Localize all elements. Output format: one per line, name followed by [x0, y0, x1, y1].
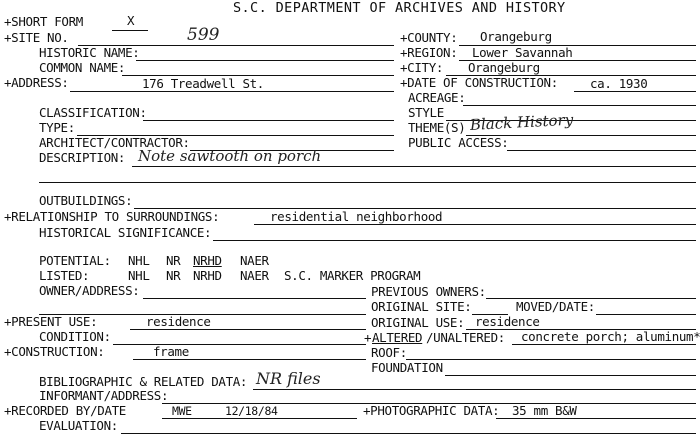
description-line — [132, 166, 696, 167]
date-construction-line — [574, 91, 696, 92]
recorded-by-label: +RECORDED BY/DATE — [4, 403, 126, 418]
recorded-by-value[interactable]: MWE — [172, 404, 192, 418]
photographic-value[interactable]: 35 mm B&W — [512, 403, 577, 418]
roof-line — [406, 359, 696, 360]
altered-value[interactable]: concrete porch; aluminum* — [521, 329, 700, 344]
address-line — [70, 91, 394, 92]
county-label: +COUNTY: — [400, 30, 458, 45]
condition-line — [113, 344, 366, 345]
city-value[interactable]: Orangeburg — [468, 60, 540, 75]
relationship-line — [254, 224, 696, 225]
construction-value[interactable]: frame — [153, 344, 189, 359]
present-use-value[interactable]: residence — [146, 314, 211, 329]
altered-label: ALTERED — [372, 330, 423, 345]
site-no-value[interactable]: 599 — [187, 25, 220, 45]
address-label: +ADDRESS: — [4, 75, 69, 90]
foundation-line — [445, 375, 696, 376]
common-name-label: COMMON NAME: — [39, 60, 126, 75]
original-use-label: ORIGINAL USE: — [371, 315, 465, 330]
listed-nhl: NHL — [128, 268, 150, 283]
description-line-2 — [39, 182, 696, 183]
date-construction-value[interactable]: ca. 1930 — [590, 76, 648, 91]
region-label: +REGION: — [400, 45, 458, 60]
relationship-value[interactable]: residential neighborhood — [270, 209, 443, 224]
listed-nr: NR — [166, 268, 181, 283]
moved-date-label: MOVED/DATE: — [516, 299, 595, 314]
previous-owners-label: PREVIOUS OWNERS: — [371, 284, 486, 299]
date-construction-label: +DATE OF CONSTRUCTION: — [400, 75, 558, 90]
bibliographic-value[interactable]: NR files — [256, 369, 321, 388]
owner-address-label: OWNER/ADDRESS: — [39, 283, 140, 298]
architect-label: ARCHITECT/CONTRACTOR: — [39, 135, 190, 150]
potential-nrhd: NRHD — [193, 253, 222, 268]
construction-line — [133, 359, 366, 360]
region-value[interactable]: Lower Savannah — [472, 45, 573, 60]
bibliographic-label: BIBLIOGRAPHIC & RELATED DATA: — [39, 374, 248, 389]
significance-line — [213, 240, 696, 241]
foundation-label: FOUNDATION — [371, 360, 443, 375]
acreage-label: ACREAGE: — [408, 90, 466, 105]
style-label: STYLE — [408, 105, 444, 120]
listed-nrhd: NRHD — [193, 268, 222, 283]
present-use-label: +PRESENT USE: — [4, 314, 98, 329]
original-site-label: ORIGINAL SITE: — [371, 299, 472, 314]
condition-label: CONDITION: — [39, 329, 111, 344]
moved-date-line — [596, 314, 696, 315]
county-value[interactable]: Orangeburg — [480, 29, 552, 44]
altered-line — [512, 344, 696, 345]
acreage-line — [463, 105, 696, 106]
present-use-line — [130, 329, 366, 330]
bibliographic-line — [253, 389, 696, 390]
evaluation-label: EVALUATION: — [39, 418, 118, 433]
potential-nhl: NHL — [128, 253, 150, 268]
construction-label: +CONSTRUCTION: — [4, 344, 105, 359]
owner-address-line — [143, 298, 366, 299]
classification-label: CLASSIFICATION: — [39, 105, 147, 120]
listed-marker-program: S.C. MARKER PROGRAM — [284, 268, 421, 283]
listed-label: LISTED: — [39, 268, 90, 283]
historic-name-line — [136, 60, 394, 61]
informant-label: INFORMANT/ADDRESS: — [39, 388, 169, 403]
short-form-label: +SHORT FORM — [4, 14, 83, 29]
short-form-underline — [112, 30, 148, 31]
relationship-label: +RELATIONSHIP TO SURROUNDINGS: — [4, 209, 220, 224]
potential-nr: NR — [166, 253, 181, 268]
evaluation-line — [121, 433, 696, 434]
themes-value[interactable]: Black History — [469, 110, 574, 134]
photographic-label: +PHOTOGRAPHIC DATA: — [363, 403, 500, 418]
original-use-value[interactable]: residence — [475, 314, 540, 329]
address-value[interactable]: 176 Treadwell St. — [142, 76, 264, 91]
city-label: +CITY: — [400, 60, 444, 75]
public-access-label: PUBLIC ACCESS: — [408, 135, 509, 150]
unaltered-label: /UNALTERED: — [426, 330, 505, 345]
photographic-line — [496, 418, 696, 419]
significance-label: HISTORICAL SIGNIFICANCE: — [39, 225, 212, 240]
listed-naer: NAER — [240, 268, 269, 283]
historic-name-label: HISTORIC NAME: — [39, 45, 140, 60]
roof-label: ROOF: — [371, 345, 407, 360]
themes-label: THEME(S) — [408, 120, 466, 135]
altered-prefix: + — [364, 330, 372, 345]
short-form-value[interactable]: X — [127, 13, 135, 28]
type-label: TYPE: — [39, 120, 75, 135]
outbuildings-label: OUTBUILDINGS: — [39, 193, 133, 208]
classification-line — [143, 120, 394, 121]
recorded-date-value[interactable]: 12/18/84 — [225, 404, 278, 418]
description-label: DESCRIPTION: — [39, 150, 126, 165]
site-no-label: +SITE NO. — [4, 30, 69, 45]
potential-label: POTENTIAL: — [39, 253, 111, 268]
public-access-line — [507, 150, 696, 151]
potential-naer: NAER — [240, 253, 269, 268]
description-value[interactable]: Note sawtooth on porch — [138, 147, 322, 165]
form-title: S.C. DEPARTMENT OF ARCHIVES AND HISTORY — [233, 0, 566, 16]
recorded-by-line — [162, 418, 357, 419]
